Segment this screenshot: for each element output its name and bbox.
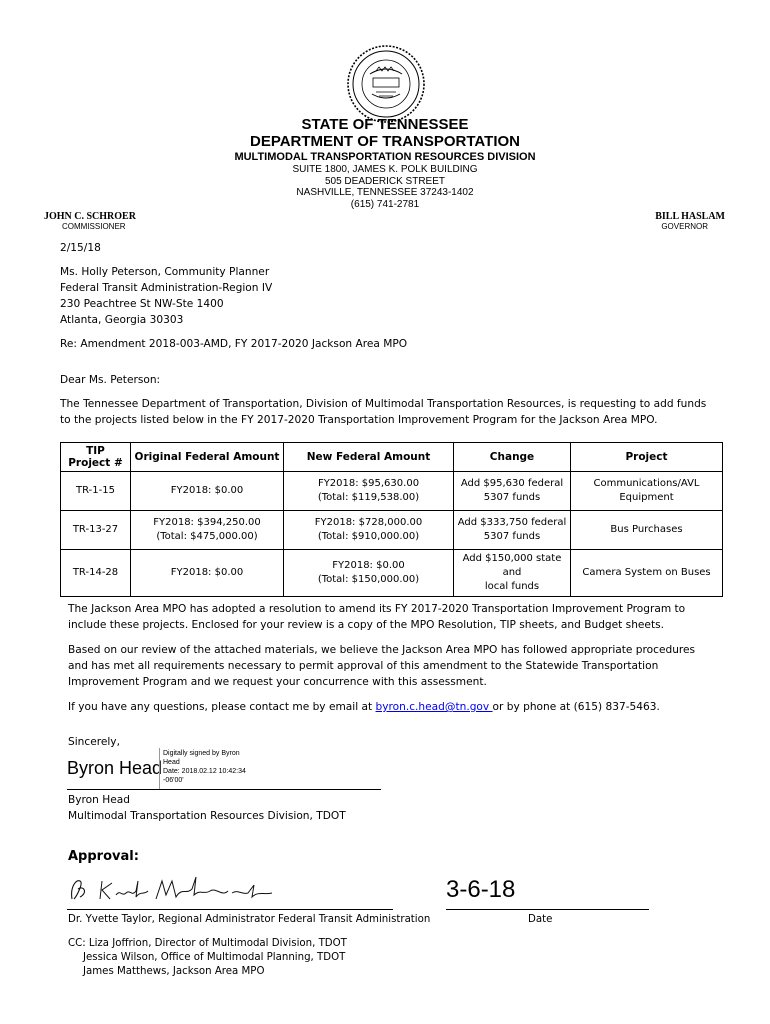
contact-paragraph: If you have any questions, please contact me by email at byron.c.head@tn.gov or by phone at (615) 837-5463. xyxy=(68,701,660,713)
approver-name: Dr. Yvette Taylor, Regional Administrator Federal Transit Administration xyxy=(68,914,431,925)
commissioner-name: JOHN C. SCHROER xyxy=(44,211,136,222)
state-seal xyxy=(346,44,426,124)
adoption-paragraph: The Jackson Area MPO has adopted a resolution to amend its FY 2017-2020 Transportation Improvement Program to include these projects. Enclosed for your review is a copy of the MPO Resolution, TIP sheets, and Budget sheets. xyxy=(68,603,686,631)
cc-line: Jessica Wilson, Office of Multimodal Planning, TDOT xyxy=(83,952,346,963)
tip-number: TR-14-28 xyxy=(61,550,131,597)
recipient-address xyxy=(60,264,720,328)
change: Add $95,630 federal 5307 funds xyxy=(454,472,571,511)
department-name: DEPARTMENT OF TRANSPORTATION xyxy=(250,133,520,150)
date-label: Date xyxy=(528,914,553,925)
handwritten-signature-icon xyxy=(66,873,276,907)
new-amount: FY2018: $95,630.00 (Total: $119,538.00) xyxy=(284,472,454,511)
tip-number: TR-1-15 xyxy=(61,472,131,511)
approval-date-handwritten: 3-6-18 xyxy=(446,876,516,903)
intro-paragraph: The Tennessee Department of Transportation, Division of Multimodal Transportation Resources, is requesting to add funds to the projects listed below in the FY 2017-2020 Transportation Improvement Program for the Jackson Area MPO. xyxy=(60,398,707,426)
recipient-line: Atlanta, Georgia 30303 xyxy=(60,314,184,326)
table-row xyxy=(61,472,723,511)
change: Add $333,750 federal 5307 funds xyxy=(454,511,571,550)
signer-name: Byron Head xyxy=(68,794,130,806)
project: Bus Purchases xyxy=(571,511,723,550)
seal-icon xyxy=(346,44,426,124)
original-amount: FY2018: $0.00 xyxy=(131,550,284,597)
project: Camera System on Buses xyxy=(571,550,723,597)
tip-number: TR-13-27 xyxy=(61,511,131,550)
cc-line: CC: Liza Joffrion, Director of Multimodal Division, TDOT xyxy=(68,938,347,949)
address-line-3: NASHVILLE, TENNESSEE 37243-1402 xyxy=(296,187,474,198)
table-header-row xyxy=(61,443,723,472)
address-line-2: 505 DEADERICK STREET xyxy=(324,175,446,187)
header-project: Project xyxy=(571,443,723,472)
salutation: Dear Ms. Peterson: xyxy=(60,374,161,386)
subject-line: Re: Amendment 2018-003-AMD, FY 2017-2020 Jackson Area MPO xyxy=(60,338,408,350)
state-name: STATE OF TENNESSEE xyxy=(301,116,469,133)
governor-name: BILL HASLAM xyxy=(655,211,725,222)
division-name: MULTIMODAL TRANSPORTATION RESOURCES DIVISION xyxy=(234,151,536,163)
change: Add $150,000 state and local funds xyxy=(454,550,571,597)
header-new-amount: New Federal Amount xyxy=(284,443,454,472)
recipient-line: Federal Transit Administration-Region IV xyxy=(60,282,273,294)
recipient-line: 230 Peachtree St NW-Ste 1400 xyxy=(60,298,224,310)
letter-date: 2/15/18 xyxy=(60,242,101,254)
digital-signature-name: Byron Head xyxy=(67,758,163,778)
handwritten-signature xyxy=(66,873,276,907)
table-row xyxy=(61,550,723,597)
phone-line: (615) 741-2781 xyxy=(350,198,420,210)
recipient-line: Ms. Holly Peterson, Community Planner xyxy=(60,266,270,278)
cc-line: James Matthews, Jackson Area MPO xyxy=(83,966,265,977)
header-tip-project: TIP Project # xyxy=(61,443,131,472)
review-paragraph: Based on our review of the attached materials, we believe the Jackson Area MPO has followed appropriate procedures and has met all requirements necessary to permit approval of this amendment to the Statewide Transportation Improvement Program and we request your concurrence with this assessment. xyxy=(68,644,696,688)
table-row xyxy=(61,511,723,550)
new-amount: FY2018: $0.00 (Total: $150,000.00) xyxy=(284,550,454,597)
digital-signature-details: Digitally signed by Byron Head Date: 2018.02.12 10:42:34 -06'00' xyxy=(163,750,246,784)
approver-signature-line xyxy=(67,909,393,910)
signature-line xyxy=(67,789,381,790)
email-link[interactable]: byron.c.head@tn.gov xyxy=(375,701,493,713)
closing: Sincerely, xyxy=(68,736,120,748)
project: Communications/AVL Equipment xyxy=(571,472,723,511)
governor-title: GOVERNOR xyxy=(661,222,708,231)
original-amount: FY2018: $394,250.00 (Total: $475,000.00) xyxy=(131,511,284,550)
original-amount: FY2018: $0.00 xyxy=(131,472,284,511)
header-original-amount: Original Federal Amount xyxy=(131,443,284,472)
approval-label: Approval: xyxy=(68,849,139,864)
address-line-1: SUITE 1800, JAMES K. POLK BUILDING xyxy=(292,164,478,175)
date-line xyxy=(446,909,649,910)
tip-amendment-table xyxy=(60,442,723,597)
signer-title: Multimodal Transportation Resources Division, TDOT xyxy=(68,810,346,822)
cc-list xyxy=(68,937,347,979)
header-change: Change xyxy=(454,443,571,472)
commissioner-title: COMMISSIONER xyxy=(62,222,126,231)
new-amount: FY2018: $728,000.00 (Total: $910,000.00) xyxy=(284,511,454,550)
